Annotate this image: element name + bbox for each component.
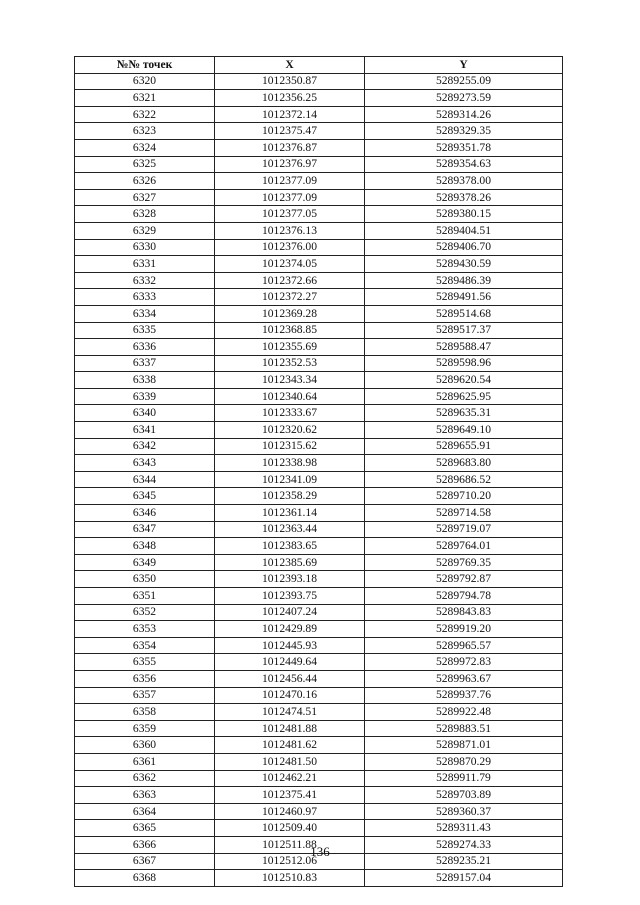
y-coordinate-cell: 5289686.52 <box>365 471 563 488</box>
table-row <box>75 90 563 107</box>
point-number-cell: 6363 <box>75 787 215 804</box>
y-coordinate-cell: 5289491.56 <box>365 289 563 306</box>
x-coordinate-cell: 1012385.69 <box>215 554 365 571</box>
x-coordinate-cell: 1012376.00 <box>215 239 365 256</box>
x-coordinate-cell: 1012393.18 <box>215 571 365 588</box>
y-coordinate-cell: 5289843.83 <box>365 604 563 621</box>
point-number-cell: 6360 <box>75 737 215 754</box>
y-coordinate-cell: 5289404.51 <box>365 222 563 239</box>
table-row <box>75 870 563 887</box>
table-row <box>75 820 563 837</box>
y-coordinate-cell: 5289517.37 <box>365 322 563 339</box>
y-coordinate-cell: 5289598.96 <box>365 355 563 372</box>
y-coordinate-cell: 5289354.63 <box>365 156 563 173</box>
point-number-cell: 6367 <box>75 853 215 870</box>
point-number-cell: 6341 <box>75 422 215 439</box>
x-coordinate-cell: 1012363.44 <box>215 521 365 538</box>
point-number-cell: 6339 <box>75 388 215 405</box>
table-row <box>75 322 563 339</box>
point-number-cell: 6354 <box>75 637 215 654</box>
x-coordinate-cell: 1012377.09 <box>215 173 365 190</box>
table-row <box>75 670 563 687</box>
y-coordinate-cell: 5289683.80 <box>365 455 563 472</box>
point-number-cell: 6352 <box>75 604 215 621</box>
point-number-cell: 6349 <box>75 554 215 571</box>
table-row <box>75 73 563 90</box>
x-coordinate-cell: 1012368.85 <box>215 322 365 339</box>
table-row <box>75 239 563 256</box>
y-coordinate-cell: 5289255.09 <box>365 73 563 90</box>
x-coordinate-cell: 1012377.09 <box>215 189 365 206</box>
y-coordinate-cell: 5289588.47 <box>365 339 563 356</box>
point-number-cell: 6340 <box>75 405 215 422</box>
point-number-cell: 6325 <box>75 156 215 173</box>
point-number-cell: 6368 <box>75 870 215 887</box>
table-row <box>75 521 563 538</box>
table-row <box>75 505 563 522</box>
x-coordinate-cell: 1012429.89 <box>215 621 365 638</box>
x-coordinate-cell: 1012372.14 <box>215 106 365 123</box>
y-coordinate-cell: 5289655.91 <box>365 438 563 455</box>
x-coordinate-cell: 1012481.88 <box>215 720 365 737</box>
y-coordinate-cell: 5289937.76 <box>365 687 563 704</box>
table-row <box>75 488 563 505</box>
table-row <box>75 720 563 737</box>
table-row <box>75 106 563 123</box>
x-coordinate-cell: 1012374.05 <box>215 256 365 273</box>
point-number-cell: 6320 <box>75 73 215 90</box>
table-row <box>75 621 563 638</box>
y-coordinate-cell: 5289794.78 <box>365 588 563 605</box>
table-row <box>75 538 563 555</box>
point-number-cell: 6343 <box>75 455 215 472</box>
x-coordinate-cell: 1012481.62 <box>215 737 365 754</box>
x-coordinate-cell: 1012377.05 <box>215 206 365 223</box>
point-number-cell: 6321 <box>75 90 215 107</box>
table-row <box>75 305 563 322</box>
y-coordinate-cell: 5289273.59 <box>365 90 563 107</box>
table-row <box>75 455 563 472</box>
y-coordinate-cell: 5289792.87 <box>365 571 563 588</box>
table-row <box>75 803 563 820</box>
point-number-cell: 6356 <box>75 670 215 687</box>
y-coordinate-cell: 5289922.48 <box>365 704 563 721</box>
point-number-cell: 6337 <box>75 355 215 372</box>
y-coordinate-cell: 5289514.68 <box>365 305 563 322</box>
table-row <box>75 173 563 190</box>
x-coordinate-cell: 1012369.28 <box>215 305 365 322</box>
point-number-cell: 6338 <box>75 372 215 389</box>
x-coordinate-cell: 1012320.62 <box>215 422 365 439</box>
table-row <box>75 372 563 389</box>
x-coordinate-cell: 1012407.24 <box>215 604 365 621</box>
point-number-cell: 6350 <box>75 571 215 588</box>
table-row <box>75 189 563 206</box>
table-row <box>75 422 563 439</box>
point-number-cell: 6366 <box>75 836 215 853</box>
x-coordinate-cell: 1012462.21 <box>215 770 365 787</box>
x-coordinate-cell: 1012375.41 <box>215 787 365 804</box>
y-coordinate-cell: 5289378.26 <box>365 189 563 206</box>
point-number-cell: 6328 <box>75 206 215 223</box>
table-row <box>75 770 563 787</box>
x-coordinate-cell: 1012383.65 <box>215 538 365 555</box>
y-coordinate-cell: 5289911.79 <box>365 770 563 787</box>
y-coordinate-cell: 5289703.89 <box>365 787 563 804</box>
x-coordinate-cell: 1012352.53 <box>215 355 365 372</box>
table-row <box>75 588 563 605</box>
table-row <box>75 554 563 571</box>
y-coordinate-cell: 5289620.54 <box>365 372 563 389</box>
point-number-cell: 6355 <box>75 654 215 671</box>
table-row <box>75 438 563 455</box>
header-x: X <box>215 57 365 74</box>
point-number-cell: 6364 <box>75 803 215 820</box>
x-coordinate-cell: 1012445.93 <box>215 637 365 654</box>
table-row <box>75 139 563 156</box>
y-coordinate-cell: 5289649.10 <box>365 422 563 439</box>
table-row <box>75 604 563 621</box>
y-coordinate-cell: 5289764.01 <box>365 538 563 555</box>
table-row <box>75 704 563 721</box>
x-coordinate-cell: 1012340.64 <box>215 388 365 405</box>
header-point-number: №№ точек <box>75 57 215 74</box>
x-coordinate-cell: 1012393.75 <box>215 588 365 605</box>
y-coordinate-cell: 5289311.43 <box>365 820 563 837</box>
x-coordinate-cell: 1012358.29 <box>215 488 365 505</box>
point-number-cell: 6344 <box>75 471 215 488</box>
x-coordinate-cell: 1012510.83 <box>215 870 365 887</box>
x-coordinate-cell: 1012356.25 <box>215 90 365 107</box>
x-coordinate-cell: 1012509.40 <box>215 820 365 837</box>
point-number-cell: 6347 <box>75 521 215 538</box>
point-number-cell: 6357 <box>75 687 215 704</box>
table-row <box>75 687 563 704</box>
x-coordinate-cell: 1012343.34 <box>215 372 365 389</box>
x-coordinate-cell: 1012361.14 <box>215 505 365 522</box>
y-coordinate-cell: 5289625.95 <box>365 388 563 405</box>
x-coordinate-cell: 1012376.87 <box>215 139 365 156</box>
table-row <box>75 654 563 671</box>
point-number-cell: 6351 <box>75 588 215 605</box>
point-number-cell: 6324 <box>75 139 215 156</box>
point-number-cell: 6348 <box>75 538 215 555</box>
y-coordinate-cell: 5289274.33 <box>365 836 563 853</box>
table-row <box>75 405 563 422</box>
table-row <box>75 737 563 754</box>
point-number-cell: 6330 <box>75 239 215 256</box>
y-coordinate-cell: 5289871.01 <box>365 737 563 754</box>
y-coordinate-cell: 5289406.70 <box>365 239 563 256</box>
y-coordinate-cell: 5289883.51 <box>365 720 563 737</box>
point-number-cell: 6345 <box>75 488 215 505</box>
point-number-cell: 6331 <box>75 256 215 273</box>
y-coordinate-cell: 5289769.35 <box>365 554 563 571</box>
x-coordinate-cell: 1012315.62 <box>215 438 365 455</box>
y-coordinate-cell: 5289963.67 <box>365 670 563 687</box>
table-row <box>75 272 563 289</box>
table-row <box>75 355 563 372</box>
page-number: 136 <box>310 844 330 859</box>
table-row <box>75 753 563 770</box>
point-number-cell: 6362 <box>75 770 215 787</box>
x-coordinate-cell: 1012449.64 <box>215 654 365 671</box>
y-coordinate-cell: 5289329.35 <box>365 123 563 140</box>
x-coordinate-cell: 1012511.88 <box>215 836 365 853</box>
point-number-cell: 6365 <box>75 820 215 837</box>
x-coordinate-cell: 1012333.67 <box>215 405 365 422</box>
x-coordinate-cell: 1012350.87 <box>215 73 365 90</box>
x-coordinate-cell: 1012376.13 <box>215 222 365 239</box>
y-coordinate-cell: 5289314.26 <box>365 106 563 123</box>
x-coordinate-cell: 1012355.69 <box>215 339 365 356</box>
y-coordinate-cell: 5289157.04 <box>365 870 563 887</box>
table-row <box>75 571 563 588</box>
x-coordinate-cell: 1012372.66 <box>215 272 365 289</box>
point-number-cell: 6326 <box>75 173 215 190</box>
table-row <box>75 256 563 273</box>
y-coordinate-cell: 5289235.21 <box>365 853 563 870</box>
table-row <box>75 156 563 173</box>
x-coordinate-cell: 1012512.06 <box>215 853 365 870</box>
y-coordinate-cell: 5289351.78 <box>365 139 563 156</box>
y-coordinate-cell: 5289710.20 <box>365 488 563 505</box>
point-number-cell: 6322 <box>75 106 215 123</box>
y-coordinate-cell: 5289486.39 <box>365 272 563 289</box>
point-number-cell: 6323 <box>75 123 215 140</box>
y-coordinate-cell: 5289430.59 <box>365 256 563 273</box>
point-number-cell: 6332 <box>75 272 215 289</box>
table-row <box>75 787 563 804</box>
y-coordinate-cell: 5289714.58 <box>365 505 563 522</box>
y-coordinate-cell: 5289972.83 <box>365 654 563 671</box>
point-number-cell: 6329 <box>75 222 215 239</box>
y-coordinate-cell: 5289870.29 <box>365 753 563 770</box>
table-row <box>75 222 563 239</box>
header-y: Y <box>365 57 563 74</box>
x-coordinate-cell: 1012481.50 <box>215 753 365 770</box>
table-row <box>75 471 563 488</box>
table-row <box>75 123 563 140</box>
point-number-cell: 6334 <box>75 305 215 322</box>
point-number-cell: 6335 <box>75 322 215 339</box>
table-row <box>75 339 563 356</box>
table-header-row <box>75 57 563 74</box>
x-coordinate-cell: 1012341.09 <box>215 471 365 488</box>
table-row <box>75 388 563 405</box>
table-body <box>75 73 563 886</box>
table-row <box>75 289 563 306</box>
x-coordinate-cell: 1012375.47 <box>215 123 365 140</box>
y-coordinate-cell: 5289380.15 <box>365 206 563 223</box>
table-row <box>75 637 563 654</box>
y-coordinate-cell: 5289360.37 <box>365 803 563 820</box>
x-coordinate-cell: 1012470.16 <box>215 687 365 704</box>
point-number-cell: 6327 <box>75 189 215 206</box>
point-number-cell: 6346 <box>75 505 215 522</box>
y-coordinate-cell: 5289919.20 <box>365 621 563 638</box>
x-coordinate-cell: 1012372.27 <box>215 289 365 306</box>
x-coordinate-cell: 1012460.97 <box>215 803 365 820</box>
point-number-cell: 6342 <box>75 438 215 455</box>
x-coordinate-cell: 1012474.51 <box>215 704 365 721</box>
coordinates-table <box>74 56 563 887</box>
point-number-cell: 6333 <box>75 289 215 306</box>
x-coordinate-cell: 1012456.44 <box>215 670 365 687</box>
point-number-cell: 6359 <box>75 720 215 737</box>
y-coordinate-cell: 5289635.31 <box>365 405 563 422</box>
x-coordinate-cell: 1012338.98 <box>215 455 365 472</box>
y-coordinate-cell: 5289378.00 <box>365 173 563 190</box>
y-coordinate-cell: 5289719.07 <box>365 521 563 538</box>
table-row <box>75 206 563 223</box>
point-number-cell: 6353 <box>75 621 215 638</box>
point-number-cell: 6361 <box>75 753 215 770</box>
point-number-cell: 6358 <box>75 704 215 721</box>
point-number-cell: 6336 <box>75 339 215 356</box>
x-coordinate-cell: 1012376.97 <box>215 156 365 173</box>
y-coordinate-cell: 5289965.57 <box>365 637 563 654</box>
